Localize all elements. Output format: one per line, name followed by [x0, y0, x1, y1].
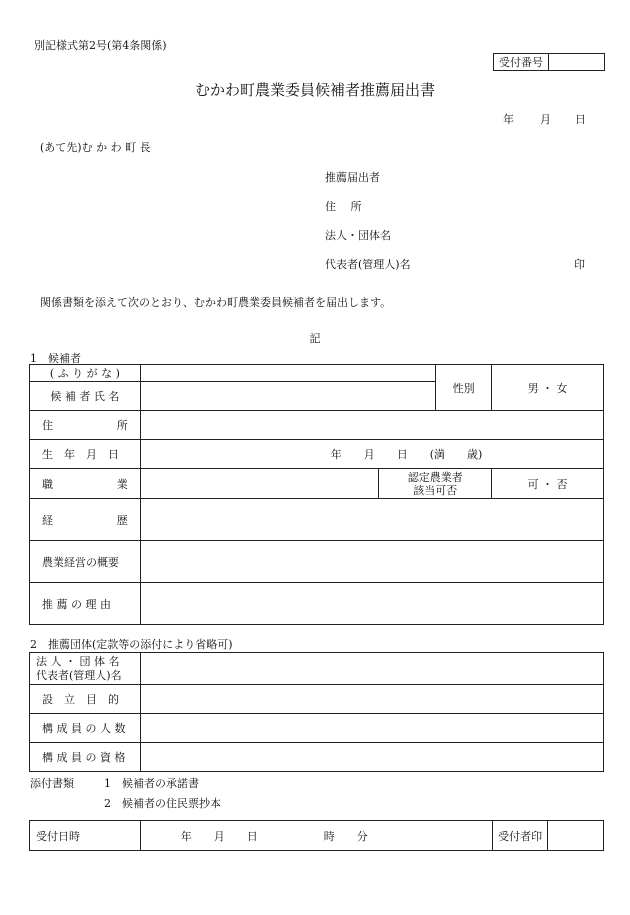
- section1-heading: 1 候補者: [30, 352, 81, 365]
- org-label-line2: 代表者(管理人)名: [36, 668, 122, 682]
- gender-select[interactable]: 男 ・ 女: [492, 365, 604, 411]
- date-month: 月: [540, 113, 551, 126]
- attachment-item-1: 1 候補者の承諾書: [104, 777, 199, 790]
- recommender-address-label: 住 所: [325, 200, 362, 213]
- address-label-cell: [30, 411, 141, 440]
- org-label-line1: 法 人 ・ 団 体 名: [36, 654, 120, 668]
- receipt-datetime-label: 受付日時: [30, 821, 141, 851]
- history-field[interactable]: [140, 499, 603, 541]
- ki-heading: 記: [309, 332, 321, 345]
- receipt-table: [29, 820, 604, 851]
- members-qualification-label: 構 成 員 の 資 格: [30, 743, 141, 772]
- birth-label: 生 年 月 日: [30, 440, 141, 469]
- statement: 関係書類を添えて次のとおり、むかわ町農業委員候補者を届出します。: [40, 296, 392, 309]
- attachment-item-2: 2 候補者の住民票抄本: [104, 797, 221, 810]
- members-qualification-field[interactable]: [140, 743, 603, 772]
- history-label-cell: [30, 499, 141, 541]
- org-field[interactable]: [140, 653, 603, 685]
- job-label-2: 業: [116, 477, 128, 491]
- section2-heading: 2 推薦団体(定款等の添付により省略可): [30, 638, 233, 651]
- recommender-org-label: 法人・団体名: [325, 229, 391, 242]
- recommender-heading: 推薦届出者: [325, 171, 380, 184]
- candidate-table: [29, 364, 604, 625]
- receiver-seal-field[interactable]: [548, 821, 604, 851]
- seal-mark: 印: [574, 258, 585, 271]
- certified-select[interactable]: 可 ・ 否: [492, 469, 604, 499]
- certified-farmer-label: [379, 469, 492, 499]
- farm-overview-label: 農業経営の概要: [30, 541, 141, 583]
- history-label-2: 歴: [116, 513, 128, 527]
- address-label-1: 住: [42, 419, 53, 432]
- job-label-cell: [30, 469, 141, 499]
- reason-label: 推 薦 の 理 由: [30, 583, 141, 625]
- address-field[interactable]: [140, 411, 603, 440]
- candidate-name-field[interactable]: [140, 382, 435, 411]
- recommender-rep-label: 代表者(管理人)名: [325, 258, 411, 271]
- farm-overview-field[interactable]: [140, 541, 603, 583]
- furigana-field[interactable]: [140, 365, 435, 382]
- organization-table: [29, 652, 604, 772]
- form-id: 別記様式第2号(第4条関係): [34, 39, 167, 52]
- address-label-2: 所: [116, 419, 128, 432]
- reason-field[interactable]: [140, 583, 603, 625]
- furigana-label: ( ふ り が な ): [30, 365, 141, 382]
- history-label-1: 経: [42, 513, 53, 527]
- job-field[interactable]: [140, 469, 379, 499]
- gender-label: 性別: [436, 365, 492, 411]
- addressee: (あて先)む か わ 町 長: [40, 141, 151, 154]
- job-label-1: 職: [42, 477, 53, 491]
- receiver-seal-label: 受付者印: [493, 821, 548, 851]
- receipt-number-label: 受付番号: [494, 54, 549, 71]
- certified-label-line1: 認定農業者: [407, 470, 463, 484]
- receipt-number-box: [493, 53, 605, 71]
- certified-label-line2: 該当可否: [413, 483, 458, 497]
- date-day: 日: [575, 113, 586, 126]
- members-count-field[interactable]: [140, 714, 603, 743]
- members-count-label: 構 成 員 の 人 数: [30, 714, 141, 743]
- purpose-field[interactable]: [140, 685, 603, 714]
- receipt-number-field[interactable]: [549, 54, 605, 71]
- purpose-label: 設 立 目 的: [30, 685, 141, 714]
- attachments-label: 添付書類: [30, 777, 74, 790]
- date-year: 年: [503, 113, 514, 126]
- candidate-name-label: 候 補 者 氏 名: [30, 382, 141, 411]
- receipt-datetime-field[interactable]: 年 月 日 時 分: [140, 821, 492, 851]
- org-label-cell: [30, 653, 141, 685]
- birth-field[interactable]: 年 月 日 (満 歳): [140, 440, 603, 469]
- page-title: むかわ町農業委員候補者推薦届出書: [194, 81, 435, 99]
